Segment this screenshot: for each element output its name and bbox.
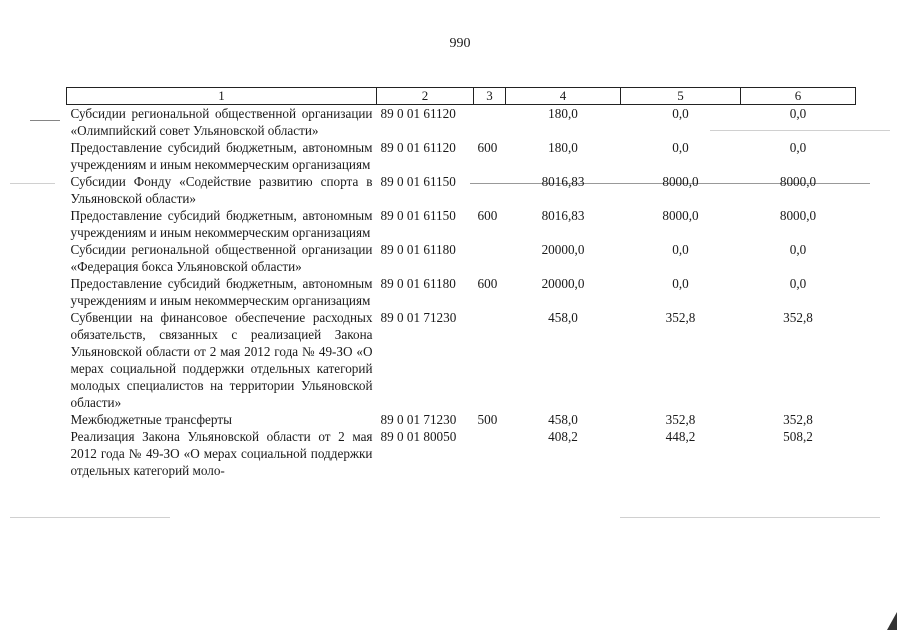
expense-type: 600 [477,140,498,155]
item-code: 89 0 01 80050 [380,429,457,444]
item-name-cell [67,428,377,479]
amount-col6: 0,0 [789,140,807,155]
item-code: 89 0 01 71230 [380,310,457,325]
table-row [67,207,856,241]
amount-col4: 458,0 [548,412,578,427]
item-code: 89 0 01 71230 [380,412,457,427]
amount-col5: 8000,0 [662,208,699,223]
table-row [67,139,856,173]
scan-line [10,517,170,518]
amount-col6: 8000,0 [779,208,817,223]
item-name: Предоставление субсидий бюджетным, автономным учреждениям и иным некоммерческим организациям [70,140,373,172]
column-header: 3 [474,88,506,105]
amount-col5: 8000,0 [662,174,699,189]
item-name: Субвенции на финансовое обеспечение расходных обязательств, связанных с реализацией Закона Ульяновской области от 2 мая 2012 года № 49-ЗО «О мерах социальной поддержки отдельных категорий молодых специалистов на территории Ульяновской области» [70,310,373,410]
expense-type: 600 [477,276,498,291]
amount-col4: 20000,0 [541,242,585,257]
budget-table [66,87,856,479]
scan-line [10,183,55,184]
amount-col4: 458,0 [548,310,578,325]
item-name: Реализация Закона Ульяновской области от 2 мая 2012 года № 49-ЗО «О мерах социальной поддержки отдельных категорий моло- [70,429,373,478]
expense-type [474,428,506,479]
column-header: 5 [621,88,741,105]
amount-col4: 180,0 [548,140,578,155]
corner-mark [887,612,897,630]
table-row [67,411,856,428]
expense-type: 500 [477,412,498,427]
item-code: 89 0 01 61150 [380,174,456,189]
table-row [67,309,856,411]
amount-col6: 352,8 [783,310,813,325]
amount-col5: 0,0 [672,276,689,291]
amount-col6: 8000,0 [779,174,817,189]
amount-col4: 8016,83 [541,208,585,223]
column-header: 4 [506,88,621,105]
expense-type [474,241,506,275]
table-row [67,428,856,479]
table-row [67,241,856,275]
table-row [67,105,856,140]
item-code: 89 0 01 61180 [380,276,456,291]
amount-col6: 352,8 [783,412,813,427]
column-header: 2 [377,88,474,105]
item-name: Субсидии Фонду «Содействие развитию спорта в Ульяновской области» [70,174,373,206]
expense-type: 600 [477,208,498,223]
item-name: Субсидии региональной общественной организации «Федерация бокса Ульяновской области» [70,242,373,274]
table-row [67,275,856,309]
scan-line [620,517,880,518]
column-header: 6 [741,88,856,105]
page-number: 990 [449,36,471,51]
item-name: Субсидии региональной общественной организации «Олимпийский совет Ульяновской области» [70,106,373,138]
item-name: Предоставление субсидий бюджетным, автономным учреждениям и иным некоммерческим организациям [70,208,373,240]
amount-col6: 0,0 [789,276,807,291]
amount-col6: 508,2 [783,429,813,444]
item-code: 89 0 01 61180 [380,242,456,257]
amount-col5: 352,8 [665,310,696,325]
expense-type [474,309,506,411]
amount-col6: 0,0 [789,106,807,121]
scan-line [30,120,60,121]
amount-col5: 0,0 [672,242,689,257]
item-code: 89 0 01 61150 [380,208,456,223]
amount-col5: 0,0 [672,106,689,121]
amount-col6: 0,0 [789,242,807,257]
item-name: Межбюджетные трансферты [70,412,232,427]
amount-col5: 0,0 [672,140,689,155]
item-code: 89 0 01 61120 [380,140,456,155]
table-header-row [67,88,856,105]
amount-col4: 180,0 [548,106,578,121]
item-name: Предоставление субсидий бюджетным, автономным учреждениям и иным некоммерческим организациям [70,276,373,308]
amount-col5: 448,2 [665,429,696,444]
item-code: 89 0 01 61120 [380,106,456,121]
amount-col4: 20000,0 [541,276,585,291]
column-header: 1 [67,88,377,105]
expense-type [474,173,506,207]
amount-col5: 352,8 [665,412,696,427]
expense-type [474,105,506,140]
amount-col4: 408,2 [548,429,578,444]
table-row [67,173,856,207]
amount-col4: 8016,83 [541,174,585,189]
